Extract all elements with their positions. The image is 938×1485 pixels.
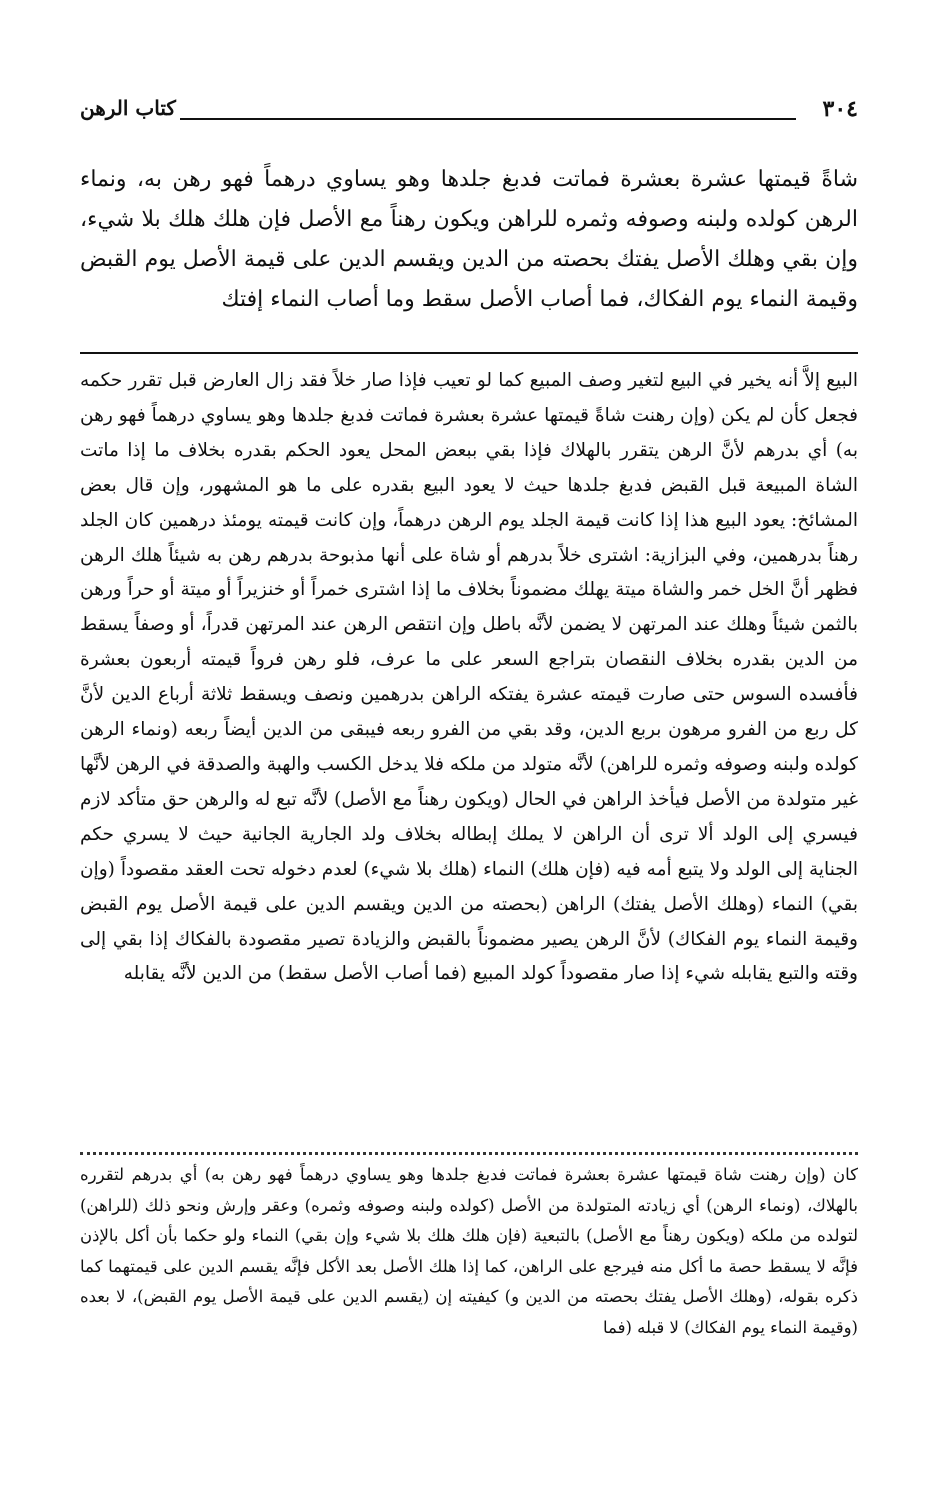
commentary-paragraph: البيع إلاَّ أنه يخير في البيع لتغير وصف المبيع كما لو تعيب فإذا صار خلاً فقد زال العارض قبل تقرر حكمه فجعل كأن لم يكن (وإن رهنت شاةً قيمتها عشرة بعشرة فماتت فدبغ جلدها وهو يساوي درهماً فهو رهن به) أي بدرهم لأنَّ الرهن يتقرر بالهلاك فإذا بقي ببعض المحل يعود الحكم بقدره بخلاف ما إذا ماتت الشاة المبيعة قبل القبض فدبغ جلدها حيث لا يعود البيع بقدره على ما هو المشهور، وإن قال بعض المشائخ: يعود البيع هذا إذا كانت قيمة الجلد يوم الرهن درهماً، وإن كانت قيمته يومئذ درهمين كان الجلد رهناً بدرهمين، وفي البزازية: اشترى خلاً بدرهم أو شاة على أنها مذبوحة بدرهم رهن به شيئاً هلك الرهن فظهر أنَّ الخل خمر والشاة ميتة يهلك مضموناً بخلاف ما إذا اشترى خمراً أو خنزيراً أو ميتة أو حراً ورهن بالثمن شيئاً وهلك عند المرتهن لا يضمن لأنَّه باطل وإن انتقص الرهن عند المرتهن قدراً، أو وصفاً يسقط من الدين بقدره بخلاف النقصان بتراجع السعر على ما عرف، فلو رهن فرواً قيمته أربعون بعشرة فأفسده السوس حتى صارت قيمته عشرة يفتكه الراهن بدرهمين ونصف ويسقط ثلاثة أرباع الدين لأنَّ كل ربع من الفرو مرهون بربع الدين، وقد بقي من الفرو ربعه فيبقى من الدين أيضاً ربعه (ونماء الرهن كولده ولبنه وصوفه وثمره للراهن) لأنَّه متولد من ملكه فلا يدخل الكسب والهبة والصدقة في الرهن لأنَّها غير متولدة من الأصل فيأخذ الراهن في الحال (ويكون رهناً مع الأصل) لأنَّه تبع له والرهن حق متأكد لازم فيسري إلى الولد ألا ترى أن الراهن لا يملك إبطاله بخلاف ولد الجارية الجانية حيث لا يسري حكم الجناية إلى الولد ولا يتبع أمه فيه (فإن هلك) النماء (هلك بلا شيء) لعدم دخوله تحت العقد مقصوداً (وإن بقي) النماء (وهلك الأصل يفتك) الراهن (بحصته من الدين ويقسم الدين على قيمة الأصل يوم القبض وقيمة النماء يوم الفكاك) لأنَّ الرهن يصير مضموناً بالقبض والزيادة تصير مقصودة بالفكاك إذا بقي إلى وقته والتبع يقابله شيء إذا صار مقصوداً كولد المبيع (فما أصاب الأصل سقط) من الدين لأنَّه يقابله	[80, 370, 858, 985]
page-number: ٣٠٤	[822, 96, 858, 122]
page-header	[80, 96, 858, 136]
commentary-block	[80, 364, 858, 992]
footnote-paragraph: كان (وإن رهنت شاة قيمتها عشرة بعشرة فماتت فدبغ جلدها وهو يساوي درهماً فهو رهن به) أي بدرهم لتقرره بالهلاك، (ونماء الرهن) أي زيادته المتولدة من الأصل (كولده ولبنه وصوفه وثمره) وعقر وإرش ونحو ذلك (للراهن) لتولده من ملكه (ويكون رهناً مع الأصل) بالتبعية (فإن هلك هلك بلا شيء وإن بقي) النماء ولو حكما بأن أكل بالإذن فإنَّه لا يسقط حصة ما أكل منه فيرجع على الراهن، كما إذا هلك الأصل بعد الأكل فإنَّه يقسم الدين على قيمتهما كما ذكره بقوله، (وهلك الأصل يفتك بحصته من الدين و) كيفيته إن (يقسم الدين على قيمة الأصل يوم القبض)، لا بعده (وقيمة النماء يوم الفكاك) لا قبله (فما	[80, 1165, 858, 1337]
header-rule	[180, 118, 796, 120]
main-text-divider	[80, 352, 858, 354]
footnote-block	[80, 1160, 858, 1343]
running-title: كتاب الرهن	[80, 96, 176, 120]
main-text-block	[80, 160, 858, 320]
footnote-divider	[80, 1152, 858, 1155]
main-text-paragraph: شاةً قيمتها عشرة بعشرة فماتت فدبغ جلدها وهو يساوي درهماً فهو رهن به، ونماء الرهن كولده ولبنه وصوفه وثمره للراهن ويكون رهناً مع الأصل فإن هلك هلك بلا شيء، وإن بقي وهلك الأصل يفتك بحصته من الدين ويقسم الدين على قيمة الأصل يوم القبض وقيمة النماء يوم الفكاك، فما أصاب الأصل سقط وما أصاب النماء إفتك	[80, 167, 858, 312]
